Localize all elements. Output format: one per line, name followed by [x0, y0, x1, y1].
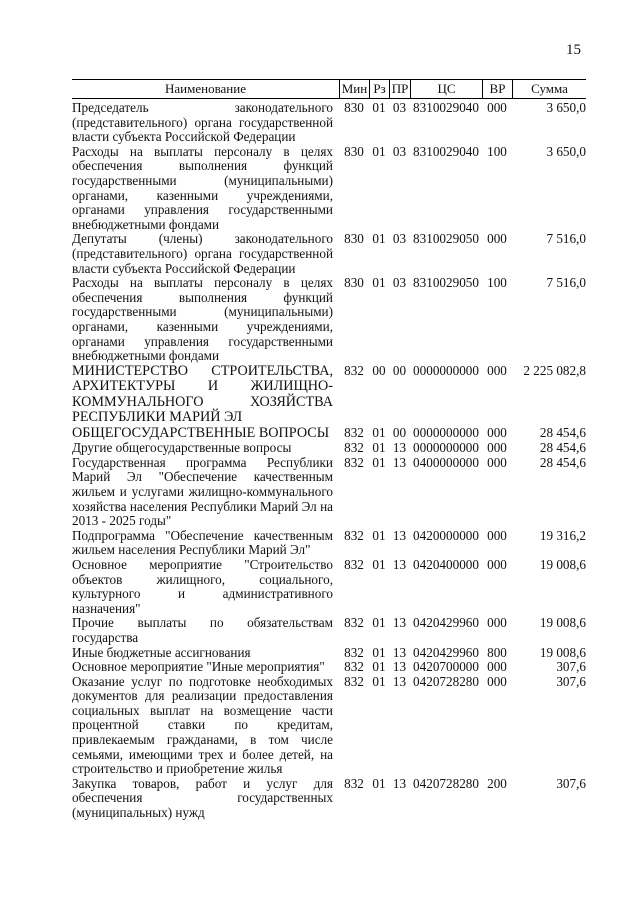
- row-vr: 000: [487, 440, 507, 456]
- row-cs: 0420728280: [413, 775, 479, 791]
- row-vr: 100: [487, 275, 507, 291]
- row-cs: 8310029050: [413, 275, 479, 291]
- row-pr: 13: [392, 440, 407, 456]
- row-cs: 0420700000: [413, 659, 479, 675]
- row-min: 830: [344, 100, 364, 115]
- table-row: [72, 646, 586, 661]
- row-cs: 8310029040: [413, 143, 479, 159]
- row-cs: 0420429960: [413, 615, 479, 631]
- row-name: Государственная программа Республики Марий Эл "Обеспечение качественным жильем и услугами жилищно-коммунального хозяйства населения Республики Марий Эл на 2013 - 2025 годы": [72, 454, 333, 529]
- row-sum: 28 454,6: [539, 424, 586, 440]
- row-cs: 8310029050: [413, 231, 479, 247]
- row-min: 832: [344, 362, 364, 378]
- table-row: [72, 675, 586, 777]
- row-rz: 01: [372, 143, 386, 159]
- table-row: [72, 660, 586, 675]
- row-name: Иные бюджетные ассигнования: [72, 644, 251, 660]
- row-rz: 01: [372, 615, 386, 631]
- row-rz: 01: [372, 775, 386, 791]
- page-number: 15: [566, 42, 581, 58]
- header-rz: Рз: [369, 80, 389, 98]
- row-pr: 03: [392, 100, 407, 115]
- row-sum: 307,6: [556, 775, 586, 791]
- row-cs: 0000000000: [413, 424, 479, 440]
- table-row: [72, 529, 586, 558]
- row-sum: 19 008,6: [539, 644, 586, 660]
- row-rz: 01: [372, 659, 386, 675]
- table-row: [72, 276, 586, 364]
- row-min: 832: [344, 659, 364, 675]
- row-pr: 00: [392, 362, 407, 378]
- row-cs: 0000000000: [413, 362, 479, 378]
- row-pr: 13: [392, 644, 407, 660]
- row-rz: 01: [372, 440, 386, 456]
- row-name: Основное мероприятие "Строительство объектов жилищного, социального, культурного и административного назначения": [72, 556, 333, 616]
- header-sum: Сумма: [512, 80, 586, 98]
- header-cs: ЦС: [410, 80, 482, 98]
- row-sum: 3 650,0: [546, 100, 586, 115]
- row-pr: 00: [392, 424, 407, 440]
- row-cs: 0420429960: [413, 644, 479, 660]
- table-row: [72, 364, 586, 426]
- row-vr: 100: [487, 143, 507, 159]
- row-rz: 01: [372, 556, 386, 572]
- row-vr: 000: [487, 100, 507, 115]
- row-sum: 307,6: [556, 673, 586, 689]
- row-vr: 000: [487, 527, 507, 543]
- row-min: 832: [344, 527, 364, 543]
- row-vr: 000: [487, 556, 507, 572]
- row-name: Расходы на выплаты персоналу в целях обеспечения выполнения функций государственными (муниципальными) органами, казенными учреждениями, органами управления государственными внебюджетными фондами: [72, 275, 333, 364]
- row-rz: 01: [372, 424, 386, 440]
- row-sum: 7 516,0: [546, 231, 586, 247]
- row-min: 832: [344, 775, 364, 791]
- row-cs: 0000000000: [413, 440, 479, 456]
- row-cs: 0420728280: [413, 673, 479, 689]
- row-rz: 01: [372, 275, 386, 291]
- row-sum: 19 008,6: [539, 556, 586, 572]
- row-rz: 01: [372, 644, 386, 660]
- row-name: Председатель законодательного (представительного) органа государственной власти субъекта Российской Федерации: [72, 100, 333, 145]
- row-name: ОБЩЕГОСУДАРСТВЕННЫЕ ВОПРОСЫ: [72, 424, 330, 441]
- header-name: Наименование: [165, 81, 246, 96]
- table-row: [72, 558, 586, 616]
- row-sum: 2 225 082,8: [523, 362, 586, 378]
- row-vr: 000: [487, 454, 507, 470]
- header-min: Мин: [339, 80, 369, 98]
- row-pr: 03: [392, 231, 407, 247]
- row-name: Прочие выплаты по обязательствам государства: [72, 615, 333, 645]
- row-vr: 000: [487, 615, 507, 631]
- row-pr: 13: [392, 454, 407, 470]
- row-name: Подпрограмма "Обеспечение качественным жильем населения Республики Марий Эл": [72, 527, 333, 558]
- row-rz: 01: [372, 100, 386, 115]
- row-min: 832: [344, 556, 364, 572]
- table-row: [72, 145, 586, 233]
- table-row: [72, 101, 586, 145]
- row-rz: 00: [372, 362, 386, 378]
- row-min: 830: [344, 143, 364, 159]
- row-name: Основное мероприятие "Иные мероприятия": [72, 659, 325, 675]
- table-header: [72, 79, 586, 99]
- row-rz: 01: [372, 673, 386, 689]
- row-sum: 3 650,0: [546, 143, 586, 159]
- row-sum: 28 454,6: [539, 440, 586, 456]
- row-min: 832: [344, 673, 364, 689]
- row-cs: 8310029040: [413, 100, 479, 115]
- row-rz: 01: [372, 231, 386, 247]
- row-min: 830: [344, 231, 364, 247]
- row-sum: 7 516,0: [546, 275, 586, 291]
- row-cs: 0420000000: [413, 527, 479, 543]
- budget-table: [72, 79, 586, 821]
- row-vr: 000: [487, 231, 507, 247]
- row-cs: 0400000000: [413, 454, 479, 470]
- row-vr: 000: [487, 673, 507, 689]
- row-sum: 19 008,6: [539, 615, 586, 631]
- row-pr: 13: [392, 527, 407, 543]
- row-min: 832: [344, 454, 364, 470]
- row-rz: 01: [372, 454, 386, 470]
- row-pr: 13: [392, 673, 407, 689]
- row-cs: 0420400000: [413, 556, 479, 572]
- table-row: [72, 777, 586, 821]
- row-rz: 01: [372, 527, 386, 543]
- row-sum: 307,6: [556, 659, 586, 675]
- row-name: Депутаты (члены) законодательного (представительного) органа государственной власти субъекта Российской Федерации: [72, 231, 333, 276]
- row-min: 832: [344, 615, 364, 631]
- row-min: 832: [344, 440, 364, 456]
- table-row: [72, 456, 586, 529]
- row-name: Другие общегосударственные вопросы: [72, 440, 292, 456]
- row-name: Расходы на выплаты персоналу в целях обеспечения выполнения функций государственными (муниципальными) органами, казенными учреждениями, органами управления государственными внебюджетными фондами: [72, 143, 333, 232]
- row-vr: 000: [487, 424, 507, 440]
- row-vr: 000: [487, 362, 507, 378]
- table-body: [72, 101, 586, 821]
- row-pr: 13: [392, 556, 407, 572]
- table-row: [72, 232, 586, 276]
- row-sum: 19 316,2: [539, 527, 586, 543]
- row-name: Оказание услуг по подготовке необходимых документов для реализации предоставления социальных выплат на возмещение части процентной ставки по кредитам, привлекаемым гражданами, в том числе семьями, имеющими трех и более детей, на строительство и приобретение жилья: [72, 673, 333, 777]
- table-row: [72, 441, 586, 456]
- row-pr: 13: [392, 775, 407, 791]
- row-min: 832: [344, 644, 364, 660]
- row-vr: 200: [487, 775, 507, 791]
- header-pr: ПР: [389, 80, 410, 98]
- row-pr: 13: [392, 615, 407, 631]
- row-pr: 03: [392, 275, 407, 291]
- row-sum: 28 454,6: [539, 454, 586, 470]
- header-vr: ВР: [482, 80, 512, 98]
- row-name: Закупка товаров, работ и услуг для обеспечения государственных (муниципальных) нужд: [72, 775, 333, 821]
- row-pr: 13: [392, 659, 407, 675]
- row-vr: 000: [487, 659, 507, 675]
- row-vr: 800: [487, 644, 507, 660]
- table-row: [72, 426, 586, 442]
- table-row: [72, 616, 586, 645]
- row-pr: 03: [392, 143, 407, 159]
- row-min: 830: [344, 275, 364, 291]
- row-min: 832: [344, 424, 364, 440]
- row-name: МИНИСТЕРСТВО СТРОИТЕЛЬСТВА, АРХИТЕКТУРЫ И ЖИЛИЩНО-КОММУНАЛЬНОГО ХОЗЯЙСТВА РЕСПУБЛИКИ МАРИЙ ЭЛ: [72, 362, 333, 426]
